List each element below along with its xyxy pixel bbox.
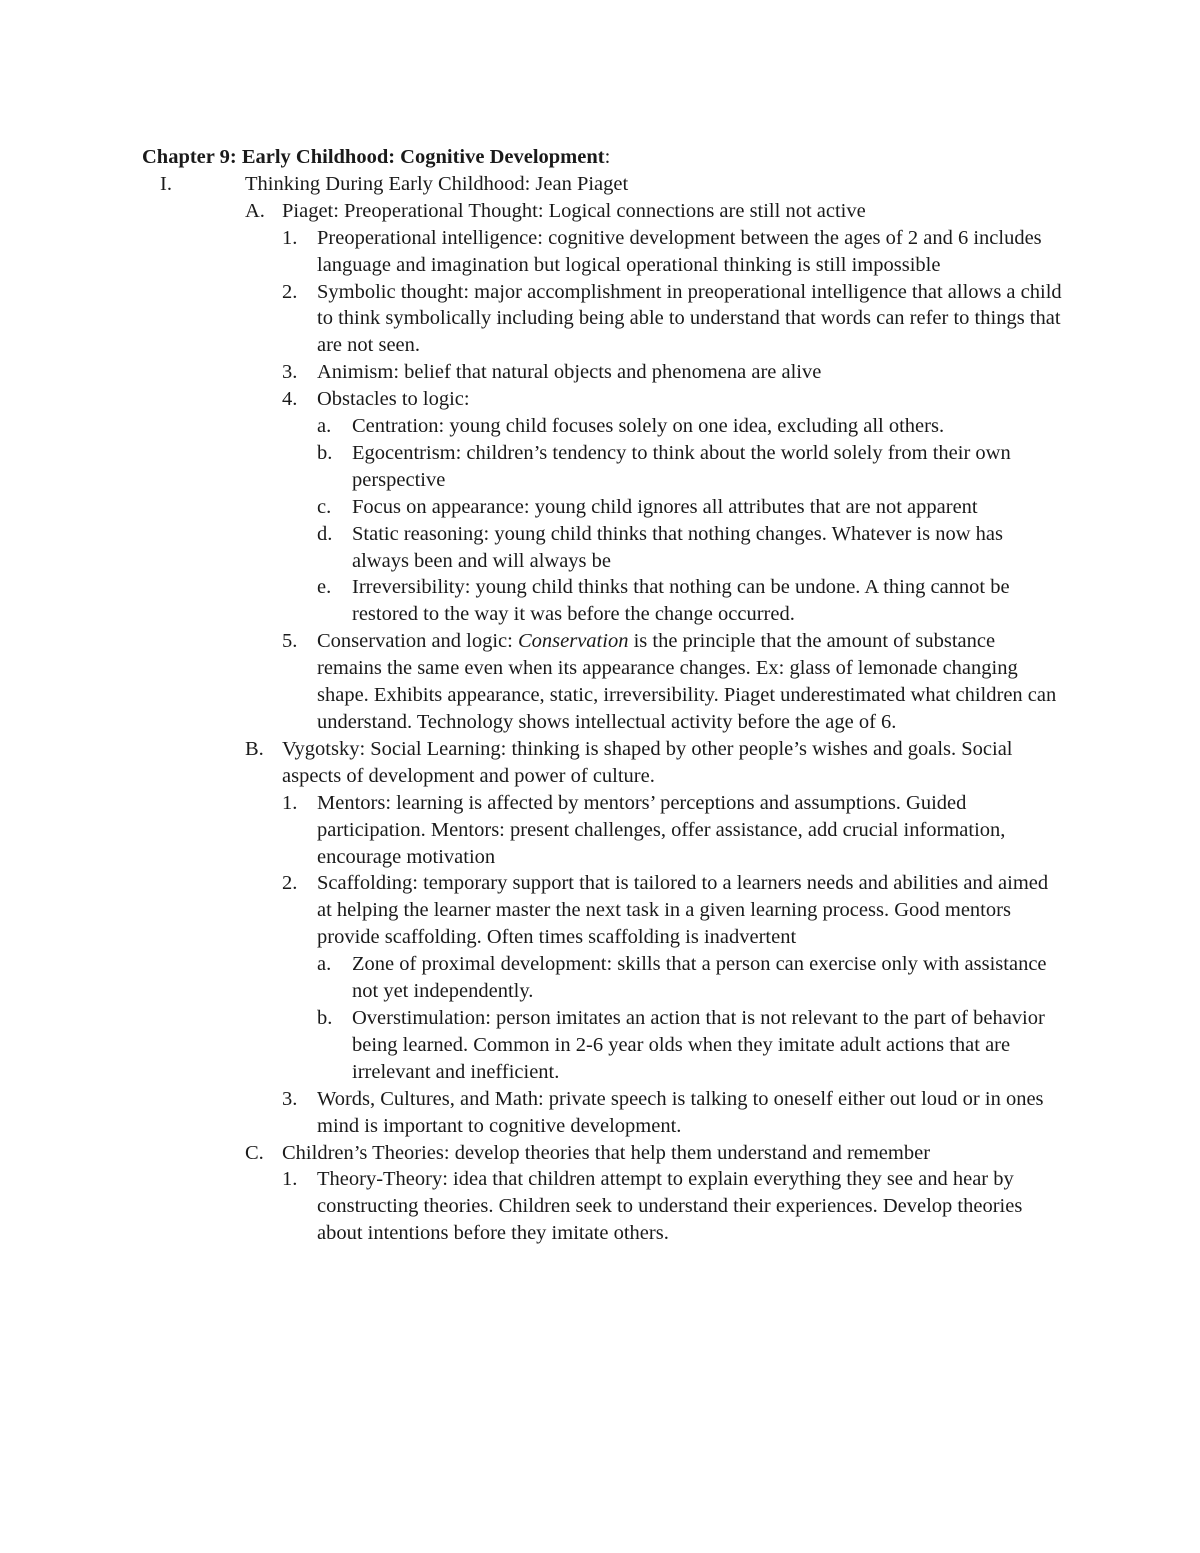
list-item xyxy=(142,1166,1062,1247)
list-item xyxy=(142,225,1062,279)
sub-list-item-text: Static reasoning: young child thinks that nothing changes. Whatever is now has always been and will always be xyxy=(352,522,1003,572)
list-item-text: Words, Cultures, and Math: private speech is talking to oneself either out loud or in ones mind is important to cognitive development. xyxy=(317,1087,1044,1137)
conservation-term: Conservation xyxy=(517,630,629,653)
sub-list-item-marker: a. xyxy=(317,953,332,976)
sub-list-item-marker: b. xyxy=(317,441,333,464)
sub-list-item-marker: d. xyxy=(317,522,333,545)
section-i-marker: I. xyxy=(160,172,172,195)
subsection-b-marker: B. xyxy=(245,737,264,760)
chapter-title-text: Chapter 9: Early Childhood: Cognitive Development xyxy=(142,146,605,168)
list-item-marker: 1. xyxy=(282,791,298,814)
sub-list-item xyxy=(142,1005,1062,1086)
list-item-text: Symbolic thought: major accomplishment in preoperational intelligence that allows a child to think symbolically including being able to understand that words can refer to things that are not seen. xyxy=(317,280,1062,357)
sub-list-item-marker: e. xyxy=(317,576,332,599)
sub-list-item-text: Zone of proximal development: skills that a person can exercise only with assistance not yet independently. xyxy=(352,953,1047,1003)
list-item xyxy=(142,359,1062,386)
sub-list-item-text: Overstimulation: person imitates an action that is not relevant to the part of behavior being learned. Common in 2-6 year olds when they imitate adult actions that are irrelevant and inefficient. xyxy=(352,1006,1045,1083)
list-item-marker: 3. xyxy=(282,361,298,384)
list-item-marker: 1. xyxy=(282,1168,298,1191)
sub-list-item xyxy=(142,521,1062,575)
sub-list-item xyxy=(142,494,1062,521)
sub-list-item-marker: a. xyxy=(317,415,332,438)
list-item-text: Obstacles to logic: xyxy=(317,388,470,411)
list-item-text: Scaffolding: temporary support that is tailored to a learners needs and abilities and aimed at helping the learner master the next task in a given learning process. Good mentors provide scaffolding. Often times scaffolding is inadvertent xyxy=(317,872,1049,949)
sub-list-item-marker: c. xyxy=(317,495,332,518)
sub-list-item-text: Egocentrism: children’s tendency to think about the world solely from their own perspective xyxy=(352,441,1011,491)
list-item-text: Preoperational intelligence: cognitive development between the ages of 2 and 6 includes language and imagination but logical operational thinking is still impossible xyxy=(317,226,1042,276)
sub-list-item-marker: b. xyxy=(317,1006,333,1029)
list-item-marker: 2. xyxy=(282,280,298,303)
list-item xyxy=(142,870,1062,951)
list-item xyxy=(142,279,1062,360)
sub-list-item-text: Focus on appearance: young child ignores all attributes that are not apparent xyxy=(352,495,978,518)
subsection-b-heading: Vygotsky: Social Learning: thinking is shaped by other people’s wishes and goals. Social aspects of development and power of culture. xyxy=(282,737,1013,787)
subsection-a-marker: A. xyxy=(245,199,265,222)
sub-list-item-text: Centration: young child focuses solely on one idea, excluding all others. xyxy=(352,415,945,438)
subsection-c-theories xyxy=(142,1140,1062,1167)
subsection-c-marker: C. xyxy=(245,1141,264,1164)
list-item-marker: 3. xyxy=(282,1087,298,1110)
subsection-a-heading: Piaget: Preoperational Thought: Logical connections are still not active xyxy=(282,199,866,222)
list-item xyxy=(142,628,1062,736)
list-item-text: Mentors: learning is affected by mentors’ perceptions and assumptions. Guided participation. Mentors: present challenges, offer assistance, add crucial information, encourage motivation xyxy=(317,791,1006,868)
conservation-rest: is the principle that the amount of substance remains the same even when its appearance changes. Ex: glass of lemonade changing shape. Exhibits appearance, static, irreversibility. Piaget underestimated what children can understand. Technology shows intellectual activity before the age of 6. xyxy=(317,630,1057,734)
list-item xyxy=(142,1086,1062,1140)
sub-list-item xyxy=(142,951,1062,1005)
outline-notes xyxy=(142,144,1062,1247)
sub-list-item xyxy=(142,574,1062,628)
list-item xyxy=(142,386,1062,413)
list-item-marker: 1. xyxy=(282,226,298,249)
subsection-b-vygotsky xyxy=(142,736,1062,790)
list-item-text xyxy=(317,628,1062,736)
chapter-title xyxy=(142,144,1062,171)
list-item-marker: 4. xyxy=(282,388,298,411)
chapter-title-colon: : xyxy=(604,146,611,168)
list-item-marker: 5. xyxy=(282,630,298,653)
sub-list-item-text: Irreversibility: young child thinks that nothing can be undone. A thing cannot be restored to the way it was before the change occurred. xyxy=(352,576,1010,626)
subsection-c-heading: Children’s Theories: develop theories that help them understand and remember xyxy=(282,1141,931,1164)
list-item xyxy=(142,790,1062,871)
section-i-heading: Thinking During Early Childhood: Jean Piaget xyxy=(245,172,629,195)
subsection-a-piaget xyxy=(142,198,1062,225)
list-item-text: Theory-Theory: idea that children attempt to explain everything they see and hear by constructing theories. Children seek to understand their experiences. Develop theories about intentions before they imitate others. xyxy=(317,1168,1023,1245)
conservation-lead: Conservation and logic: xyxy=(317,630,518,653)
list-item-marker: 2. xyxy=(282,872,298,895)
sub-list-item xyxy=(142,440,1062,494)
section-i xyxy=(142,171,1062,198)
sub-list-item xyxy=(142,413,1062,440)
list-item-text: Animism: belief that natural objects and phenomena are alive xyxy=(317,361,822,384)
